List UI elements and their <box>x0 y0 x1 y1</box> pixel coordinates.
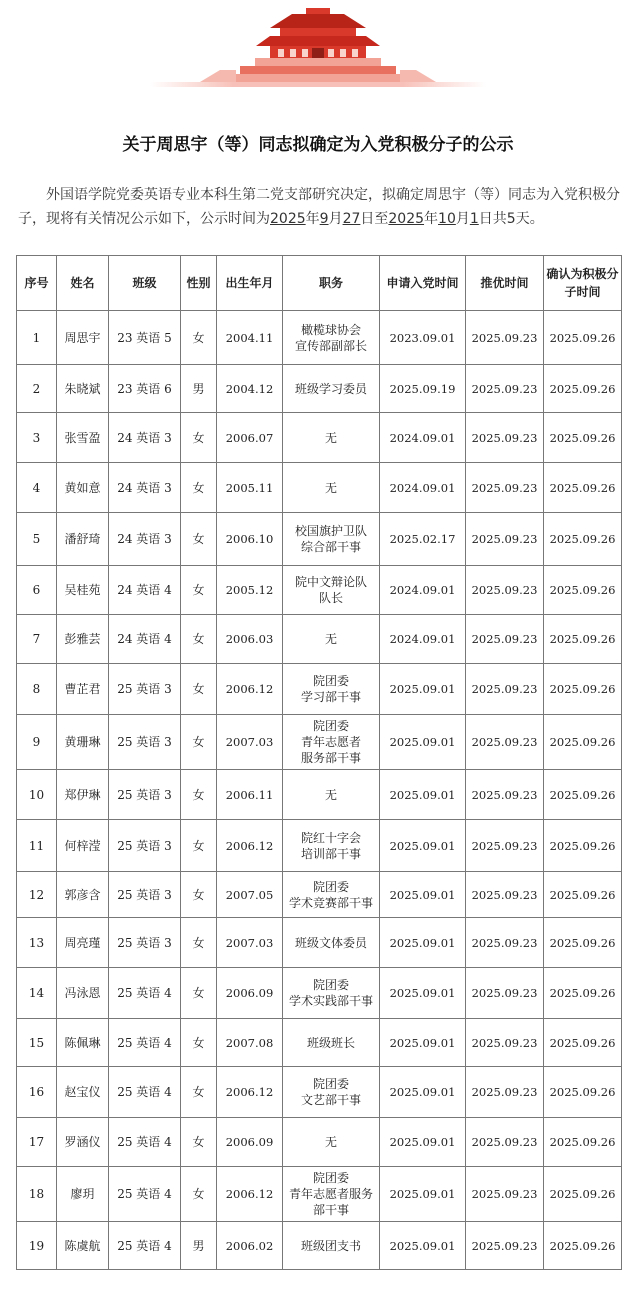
cell-recommend-date: 2025.09.23 <box>466 1019 544 1067</box>
cell-birth: 2006.11 <box>217 770 283 820</box>
cell-class: 24 英语 4 <box>109 566 181 615</box>
cell-apply-date: 2025.09.01 <box>380 1222 466 1270</box>
cell-gender: 女 <box>181 770 217 820</box>
cell-apply-date: 2025.09.01 <box>380 872 466 918</box>
cell-recommend-date: 2025.09.23 <box>466 820 544 872</box>
cell-position: 无 <box>283 463 380 513</box>
cell-index: 7 <box>17 615 57 664</box>
cell-class: 24 英语 3 <box>109 463 181 513</box>
cell-position: 院团委 青年志愿者服务 部干事 <box>283 1167 380 1222</box>
cell-position: 院团委 文艺部干事 <box>283 1067 380 1118</box>
cell-position: 院团委 学习部干事 <box>283 664 380 715</box>
cell-gender: 女 <box>181 1067 217 1118</box>
cell-confirm-date: 2025.09.26 <box>544 715 622 770</box>
cell-name: 潘舒琦 <box>57 513 109 566</box>
header-birth: 出生年月 <box>217 256 283 311</box>
cell-apply-date: 2025.09.01 <box>380 1167 466 1222</box>
cell-apply-date: 2025.09.01 <box>380 715 466 770</box>
cell-class: 25 英语 4 <box>109 1167 181 1222</box>
cell-recommend-date: 2025.09.23 <box>466 968 544 1019</box>
cell-recommend-date: 2025.09.23 <box>466 664 544 715</box>
cell-index: 11 <box>17 820 57 872</box>
cell-name: 冯泳恩 <box>57 968 109 1019</box>
cell-apply-date: 2025.09.01 <box>380 968 466 1019</box>
cell-apply-date: 2024.09.01 <box>380 413 466 463</box>
cell-confirm-date: 2025.09.26 <box>544 1118 622 1167</box>
cell-recommend-date: 2025.09.23 <box>466 872 544 918</box>
table-row <box>17 566 622 615</box>
cell-confirm-date: 2025.09.26 <box>544 413 622 463</box>
cell-birth: 2006.09 <box>217 1118 283 1167</box>
cell-birth: 2007.05 <box>217 872 283 918</box>
cell-name: 周亮瑾 <box>57 918 109 968</box>
table-row <box>17 463 622 513</box>
cell-birth: 2004.11 <box>217 311 283 365</box>
cell-apply-date: 2025.09.01 <box>380 770 466 820</box>
cell-position: 班级团支书 <box>283 1222 380 1270</box>
cell-gender: 女 <box>181 311 217 365</box>
cell-position: 橄榄球协会 宣传部副部长 <box>283 311 380 365</box>
cell-index: 17 <box>17 1118 57 1167</box>
cell-class: 25 英语 3 <box>109 664 181 715</box>
cell-recommend-date: 2025.09.23 <box>466 1118 544 1167</box>
cell-index: 13 <box>17 918 57 968</box>
header-apply-date: 申请入党时间 <box>380 256 466 311</box>
cell-recommend-date: 2025.09.23 <box>466 918 544 968</box>
cell-birth: 2007.03 <box>217 918 283 968</box>
cell-name: 张雪盈 <box>57 413 109 463</box>
cell-recommend-date: 2025.09.23 <box>466 1222 544 1270</box>
cell-gender: 女 <box>181 413 217 463</box>
table-row <box>17 513 622 566</box>
cell-birth: 2006.07 <box>217 413 283 463</box>
cell-gender: 女 <box>181 820 217 872</box>
cell-name: 郭彦含 <box>57 872 109 918</box>
cell-class: 25 英语 4 <box>109 1019 181 1067</box>
cell-index: 12 <box>17 872 57 918</box>
cell-confirm-date: 2025.09.26 <box>544 463 622 513</box>
cell-apply-date: 2024.09.01 <box>380 615 466 664</box>
table-row <box>17 1222 622 1270</box>
cell-birth: 2006.12 <box>217 664 283 715</box>
cell-apply-date: 2025.09.01 <box>380 1118 466 1167</box>
cell-index: 14 <box>17 968 57 1019</box>
cell-confirm-date: 2025.09.26 <box>544 615 622 664</box>
cell-apply-date: 2025.09.01 <box>380 1019 466 1067</box>
cell-confirm-date: 2025.09.26 <box>544 513 622 566</box>
cell-confirm-date: 2025.09.26 <box>544 664 622 715</box>
cell-confirm-date: 2025.09.26 <box>544 1222 622 1270</box>
cell-position: 校国旗护卫队 综合部干事 <box>283 513 380 566</box>
cell-birth: 2006.12 <box>217 1067 283 1118</box>
header-class: 班级 <box>109 256 181 311</box>
header-confirm-date: 确认为积极分子时间 <box>544 256 622 311</box>
table-row <box>17 1019 622 1067</box>
cell-name: 何梓滢 <box>57 820 109 872</box>
cell-class: 25 英语 4 <box>109 1222 181 1270</box>
cell-recommend-date: 2025.09.23 <box>466 566 544 615</box>
cell-apply-date: 2024.09.01 <box>380 463 466 513</box>
cell-confirm-date: 2025.09.26 <box>544 311 622 365</box>
cell-confirm-date: 2025.09.26 <box>544 872 622 918</box>
cell-class: 25 英语 4 <box>109 968 181 1019</box>
cell-recommend-date: 2025.09.23 <box>466 513 544 566</box>
table-row <box>17 365 622 413</box>
cell-index: 18 <box>17 1167 57 1222</box>
cell-gender: 女 <box>181 615 217 664</box>
cell-birth: 2006.12 <box>217 1167 283 1222</box>
cell-class: 23 英语 6 <box>109 365 181 413</box>
cell-index: 1 <box>17 311 57 365</box>
cell-gender: 女 <box>181 566 217 615</box>
cell-gender: 女 <box>181 872 217 918</box>
cell-index: 6 <box>17 566 57 615</box>
cell-confirm-date: 2025.09.26 <box>544 770 622 820</box>
table-row <box>17 1167 622 1222</box>
cell-class: 25 英语 3 <box>109 820 181 872</box>
cell-class: 24 英语 4 <box>109 615 181 664</box>
cell-apply-date: 2025.09.01 <box>380 820 466 872</box>
cell-birth: 2006.12 <box>217 820 283 872</box>
cell-recommend-date: 2025.09.23 <box>466 413 544 463</box>
cell-index: 2 <box>17 365 57 413</box>
table-row <box>17 1118 622 1167</box>
cell-name: 陈佩琳 <box>57 1019 109 1067</box>
cell-position: 无 <box>283 615 380 664</box>
table-row <box>17 918 622 968</box>
candidate-table <box>16 255 622 1270</box>
table-row <box>17 820 622 872</box>
cell-position: 院团委 青年志愿者 服务部干事 <box>283 715 380 770</box>
cell-index: 4 <box>17 463 57 513</box>
cell-position: 班级文体委员 <box>283 918 380 968</box>
cell-apply-date: 2025.02.17 <box>380 513 466 566</box>
cell-apply-date: 2025.09.01 <box>380 664 466 715</box>
cell-name: 黄珊琳 <box>57 715 109 770</box>
cell-birth: 2004.12 <box>217 365 283 413</box>
cell-index: 3 <box>17 413 57 463</box>
cell-position: 无 <box>283 770 380 820</box>
header-name: 姓名 <box>57 256 109 311</box>
cell-class: 25 英语 3 <box>109 872 181 918</box>
cell-position: 无 <box>283 413 380 463</box>
cell-recommend-date: 2025.09.23 <box>466 715 544 770</box>
cell-name: 黄如意 <box>57 463 109 513</box>
cell-position: 无 <box>283 1118 380 1167</box>
cell-birth: 2007.03 <box>217 715 283 770</box>
cell-confirm-date: 2025.09.26 <box>544 365 622 413</box>
palace-banner <box>0 0 636 92</box>
cell-gender: 男 <box>181 365 217 413</box>
header-recommend-date: 推优时间 <box>466 256 544 311</box>
header-index: 序号 <box>17 256 57 311</box>
cell-confirm-date: 2025.09.26 <box>544 820 622 872</box>
cell-apply-date: 2025.09.01 <box>380 918 466 968</box>
cell-birth: 2005.11 <box>217 463 283 513</box>
cell-name: 郑伊琳 <box>57 770 109 820</box>
table-row <box>17 872 622 918</box>
cell-gender: 女 <box>181 664 217 715</box>
table-header-row <box>17 256 622 311</box>
header-gender: 性别 <box>181 256 217 311</box>
cell-gender: 女 <box>181 918 217 968</box>
cell-gender: 男 <box>181 1222 217 1270</box>
page-title: 关于周思宇（等）同志拟确定为入党积极分子的公示 <box>122 135 514 155</box>
cell-birth: 2007.08 <box>217 1019 283 1067</box>
cell-apply-date: 2023.09.01 <box>380 311 466 365</box>
cell-gender: 女 <box>181 1019 217 1067</box>
cell-recommend-date: 2025.09.23 <box>466 365 544 413</box>
cell-position: 院红十字会 培训部干事 <box>283 820 380 872</box>
table-body <box>17 311 622 1270</box>
cell-class: 24 英语 3 <box>109 413 181 463</box>
cell-recommend-date: 2025.09.23 <box>466 463 544 513</box>
cell-gender: 女 <box>181 513 217 566</box>
cell-confirm-date: 2025.09.26 <box>544 1167 622 1222</box>
cell-class: 25 英语 4 <box>109 1067 181 1118</box>
cell-recommend-date: 2025.09.23 <box>466 1167 544 1222</box>
cell-name: 曹芷君 <box>57 664 109 715</box>
cell-index: 19 <box>17 1222 57 1270</box>
cell-index: 15 <box>17 1019 57 1067</box>
cell-index: 10 <box>17 770 57 820</box>
table-row <box>17 1067 622 1118</box>
cell-gender: 女 <box>181 968 217 1019</box>
cell-apply-date: 2025.09.19 <box>380 365 466 413</box>
cell-gender: 女 <box>181 715 217 770</box>
table-row <box>17 413 622 463</box>
cell-name: 吴桂苑 <box>57 566 109 615</box>
cell-gender: 女 <box>181 463 217 513</box>
cell-index: 8 <box>17 664 57 715</box>
cell-birth: 2006.03 <box>217 615 283 664</box>
cell-name: 周思宇 <box>57 311 109 365</box>
cell-position: 院中文辩论队 队长 <box>283 566 380 615</box>
cell-class: 24 英语 3 <box>109 513 181 566</box>
cell-class: 23 英语 5 <box>109 311 181 365</box>
cell-class: 25 英语 3 <box>109 715 181 770</box>
cell-class: 25 英语 3 <box>109 770 181 820</box>
cell-recommend-date: 2025.09.23 <box>466 615 544 664</box>
cell-recommend-date: 2025.09.23 <box>466 311 544 365</box>
cell-name: 彭雅芸 <box>57 615 109 664</box>
cell-confirm-date: 2025.09.26 <box>544 968 622 1019</box>
cell-position: 班级学习委员 <box>283 365 380 413</box>
cell-position: 院团委 学术竞赛部干事 <box>283 872 380 918</box>
header-position: 职务 <box>283 256 380 311</box>
cell-confirm-date: 2025.09.26 <box>544 566 622 615</box>
cell-birth: 2006.09 <box>217 968 283 1019</box>
cell-birth: 2005.12 <box>217 566 283 615</box>
cell-name: 陈虞航 <box>57 1222 109 1270</box>
cell-confirm-date: 2025.09.26 <box>544 1067 622 1118</box>
cell-confirm-date: 2025.09.26 <box>544 918 622 968</box>
table-row <box>17 664 622 715</box>
table-row <box>17 715 622 770</box>
cell-name: 罗涵仪 <box>57 1118 109 1167</box>
cell-apply-date: 2024.09.01 <box>380 566 466 615</box>
cell-name: 朱晓斌 <box>57 365 109 413</box>
intro-paragraph: 外国语学院党委英语专业本科生第二党支部研究决定，拟确定周思宇（等）同志为入党积极分子，现将有关情况公示如下，公示时间为2025年9月27日至2025年10月1日共5天。 <box>18 187 620 227</box>
cell-apply-date: 2025.09.01 <box>380 1067 466 1118</box>
table-row <box>17 770 622 820</box>
cell-gender: 女 <box>181 1167 217 1222</box>
table-row <box>17 968 622 1019</box>
cell-position: 院团委 学术实践部干事 <box>283 968 380 1019</box>
cell-recommend-date: 2025.09.23 <box>466 770 544 820</box>
cell-gender: 女 <box>181 1118 217 1167</box>
cell-index: 9 <box>17 715 57 770</box>
cell-name: 赵宝仪 <box>57 1067 109 1118</box>
cell-recommend-date: 2025.09.23 <box>466 1067 544 1118</box>
cell-birth: 2006.02 <box>217 1222 283 1270</box>
cell-index: 16 <box>17 1067 57 1118</box>
cell-confirm-date: 2025.09.26 <box>544 1019 622 1067</box>
table-row <box>17 615 622 664</box>
cell-position: 班级班长 <box>283 1019 380 1067</box>
cell-class: 25 英语 3 <box>109 918 181 968</box>
cell-birth: 2006.10 <box>217 513 283 566</box>
cell-name: 廖玥 <box>57 1167 109 1222</box>
cell-index: 5 <box>17 513 57 566</box>
cell-class: 25 英语 4 <box>109 1118 181 1167</box>
table-row <box>17 311 622 365</box>
